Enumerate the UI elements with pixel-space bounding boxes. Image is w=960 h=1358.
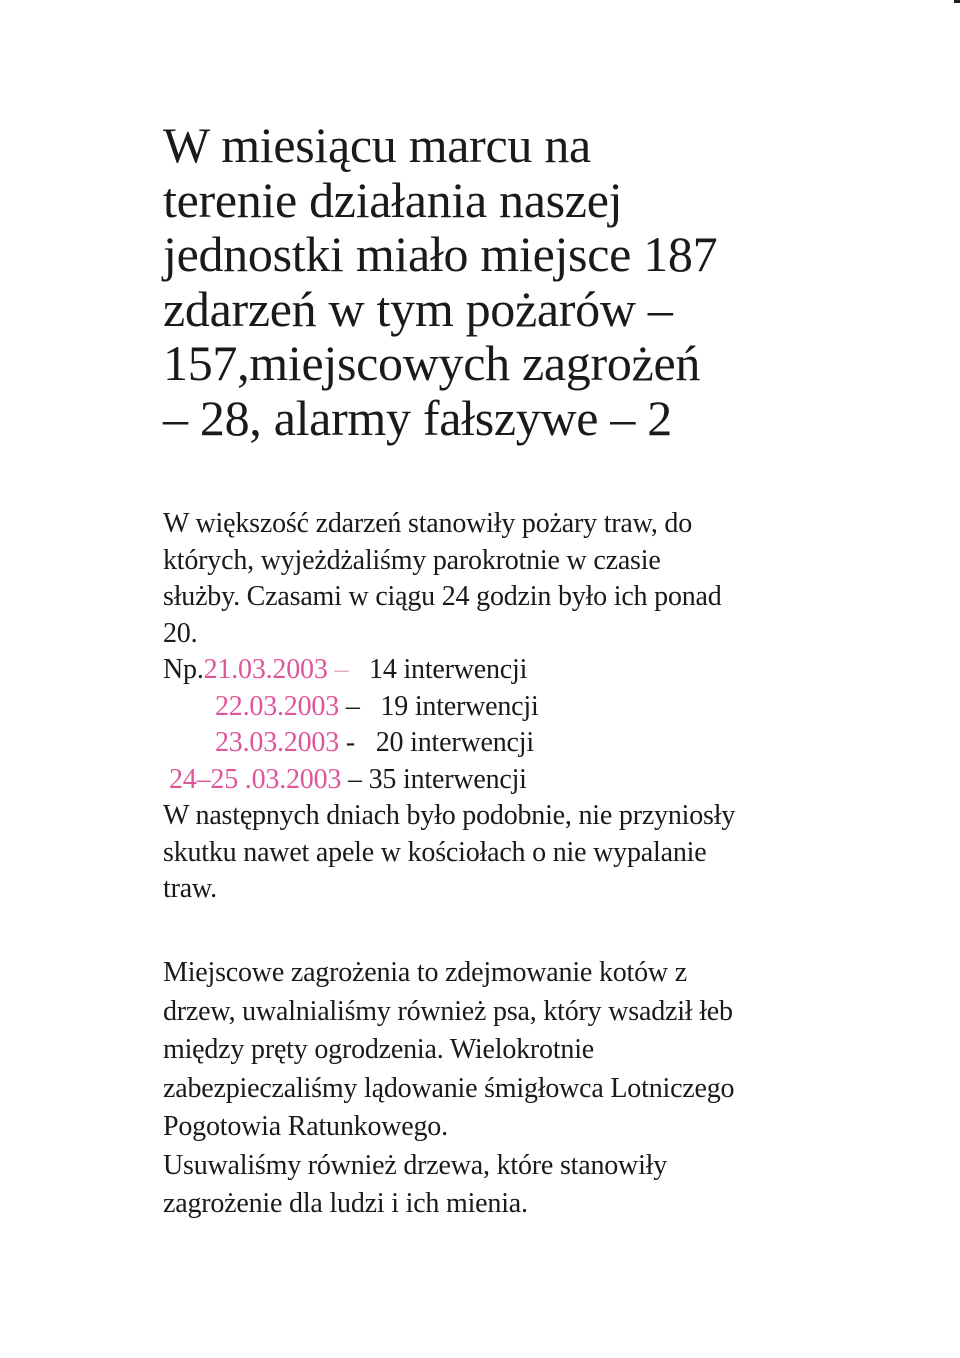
list-item [163,725,883,762]
list-count: 20 interwencji [375,727,534,758]
heading-line: W miesiącu marcu na [163,117,591,173]
list-date: 21.03.2003 [203,654,328,685]
paragraph-line: 20. [163,617,198,649]
list-item [163,689,883,726]
paragraph-line: W większość zdarzeń stanowiły pożary traw, do [163,508,693,539]
paragraph-line: traw. [163,873,217,904]
list-dash: – [341,763,369,795]
heading-line: jednostki miało miejsce 187 [163,226,718,283]
list-dash: – [327,654,356,685]
body-block-1 [163,506,883,908]
list-count: 14 interwencji [369,654,528,685]
scan-mark [954,0,960,3]
paragraph-line: W następnych dniach było podobnie, nie przyniosły [163,800,736,831]
list-date: 22.03.2003 [215,690,340,722]
list-item [163,762,883,799]
paragraph-line: których, wyjeżdżaliśmy parokrotnie w czasie [163,544,661,576]
list-date: 23.03.2003 [215,727,340,758]
list-item [163,652,883,689]
paragraph-line: zagrożenie dla ludzi i ich mienia. [163,1188,528,1219]
list-dash: – [339,690,367,722]
paragraph-line: służby. Czasami w ciągu 24 godzin było ich ponad [163,581,722,612]
heading-line: zdarzeń w tym pożarów – [163,280,673,337]
heading-line: terenie działania naszej [163,171,623,228]
list-date: 24–25 .03.2003 [169,763,342,795]
paragraph-line: między pręty ogrodzenia. Wielokrotnie [163,1034,595,1065]
list-count: 19 interwencji [380,690,539,722]
heading-line: 157,miejscowych zagrożeń [163,335,701,392]
list-count: 35 interwencji [368,763,527,795]
paragraph-line: zabezpieczaliśmy lądowanie śmigłowca Lotniczego [163,1072,735,1104]
list-prefix: Np. [163,654,204,685]
paragraph-line: Pogotowia Ratunkowego. [163,1111,448,1142]
paragraph-line: drzew, uwalnialiśmy również psa, który wsadził łeb [163,995,733,1027]
body-block-2 [163,954,883,1224]
paragraph-line: Miejscowe zagrożenia to zdejmowanie kotów z [163,957,687,988]
paragraph-line: skutku nawet apele w kościołach o nie wypalanie [163,836,707,868]
paragraph-line: Usuwaliśmy również drzewa, które stanowiły [163,1149,668,1181]
heading [163,118,863,446]
list-dash: - [339,727,362,758]
heading-line: – 28, alarmy fałszywe – 2 [163,389,673,446]
